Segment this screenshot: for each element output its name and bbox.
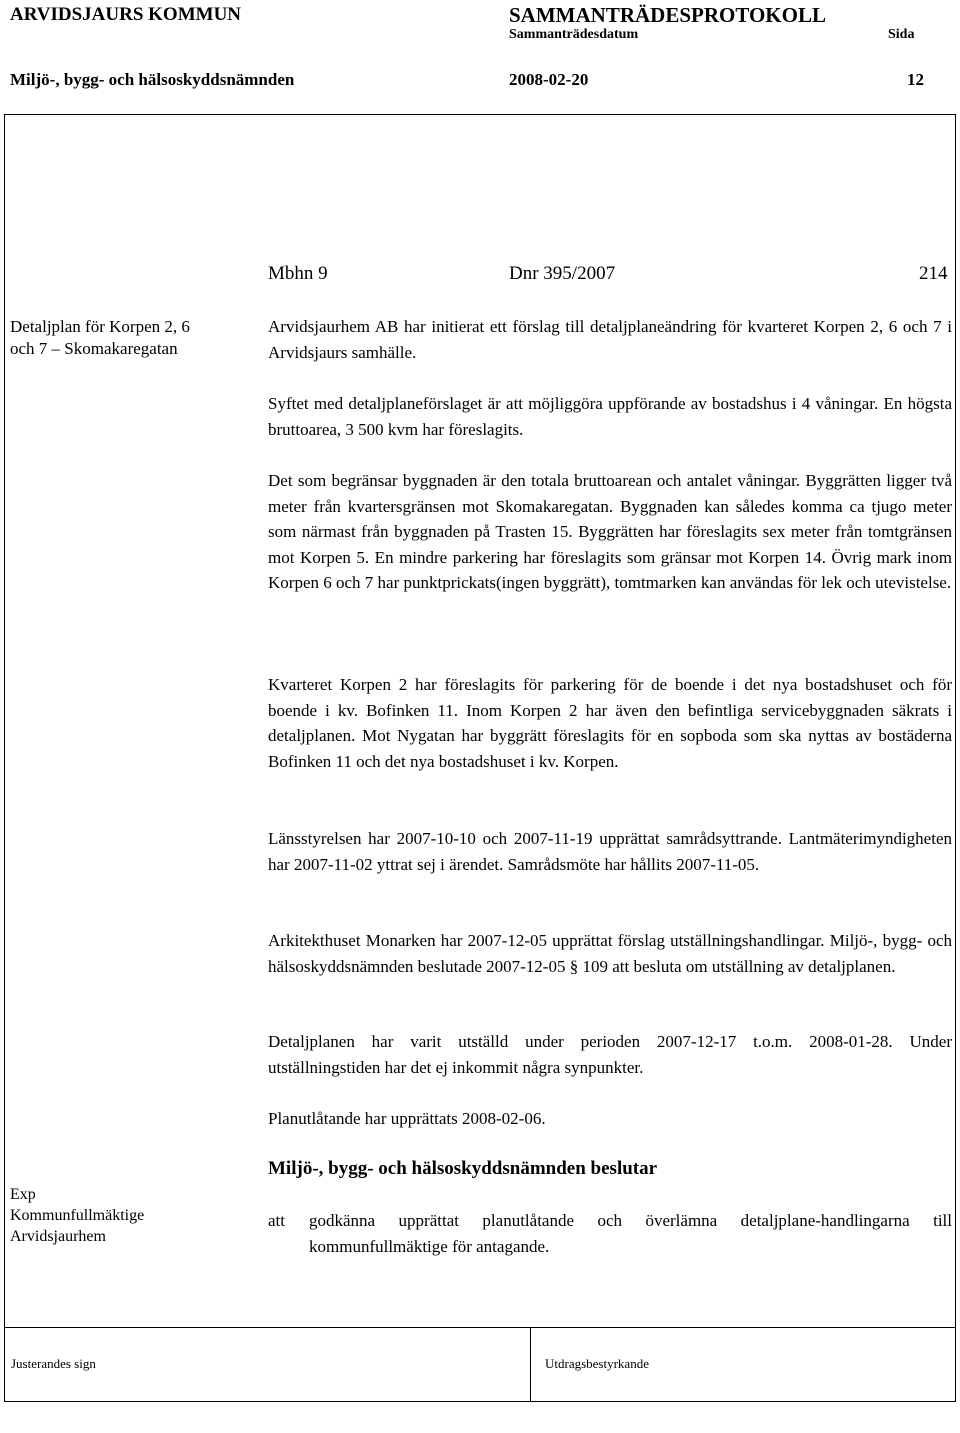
paragraph-2: Syftet med detaljplaneförslaget är att möjliggöra uppförande av bostadshus i 4 våningar. En högsta bruttoarea, 3 500 kvm har föreslagits. xyxy=(268,394,952,439)
decision-text: godkänna upprättat planutlåtande och överlämna detaljplane-handlingarna till kommunfullmäktige för antagande. xyxy=(309,1211,952,1256)
org-name: ARVIDSJAURS KOMMUN xyxy=(10,4,242,25)
diary-number: Dnr 395/2007 xyxy=(509,263,616,284)
utdragsbestyrkande-label: Utdragsbestyrkande xyxy=(545,1356,649,1371)
paragraph-4: Kvarteret Korpen 2 har föreslagits för parkering för de boende i det nya bostadshuset och för boende i kv. Bofinken 11. Inom Korpen 2 har även den befintliga servicebyggnaden säkrats i detaljplanen. Mot Nygatan har byggrätt föreslagits för en sopboda som ska nyttas av bostäderna Bofinken 11 och det nya bostadshuset i kv. Korpen. xyxy=(268,675,952,771)
justerandes-sign-label: Justerandes sign xyxy=(11,1356,96,1371)
case-number: 214 xyxy=(919,263,948,284)
decision-heading: Miljö-, bygg- och hälsoskyddsnämnden beslutar xyxy=(268,1158,658,1179)
distribution-exp: Exp xyxy=(10,1186,36,1203)
paragraph-8: Planutlåtande har upprättats 2008-02-06. xyxy=(268,1109,546,1128)
distribution-recipient-1: Kommunfullmäktige xyxy=(10,1207,145,1224)
board-name: Miljö-, bygg- och hälsoskyddsnämnden xyxy=(10,70,295,89)
paragraph-5: Länsstyrelsen har 2007-10-10 och 2007-11-19 upprättat samrådsyttrande. Lantmäterimyndigheten har 2007-11-02 yttrat sej i ärendet. Samrådsmöte har hållits 2007-11-05. xyxy=(268,829,952,874)
case-title-line1: Detaljplan för Korpen 2, 6 xyxy=(10,317,190,336)
decision-block xyxy=(268,1208,952,1256)
date-label: Sammanträdesdatum xyxy=(509,27,639,42)
paragraph-3: Det som begränsar byggnaden är den totala bruttoarean och antalet våningar. Byggrätten ligger två meter från kvartersgränsen mot Skomakaregatan. Byggnaden kan således komma ca tjugo meter som närmast från byggnaden på Trasten 15. Byggrätten har föreslagits sex meter från tomtgränsen mot Korpen 5. En mindre parkering har föreslagits som gränsar mot Korpen 14. Övrig mark inom Korpen 6 och 7 har punktprickats(ingen byggrätt), tomtmarken kan användas för lek och utevistelse. xyxy=(268,471,952,592)
case-title-line2: och 7 – Skomakaregatan xyxy=(10,339,178,358)
footer-divider xyxy=(530,1328,531,1401)
section-number: Mbhn 9 xyxy=(268,263,328,284)
document-type: SAMMANTRÄDESPROTOKOLL xyxy=(509,3,826,27)
distribution-recipient-2: Arvidsjaurhem xyxy=(10,1228,106,1245)
meeting-date: 2008-02-20 xyxy=(509,70,589,89)
distribution-list xyxy=(10,1184,144,1247)
signature-footer xyxy=(4,1327,956,1402)
decision-lead: att xyxy=(268,1211,285,1230)
paragraph-7: Detaljplanen har varit utställd under perioden 2007-12-17 t.o.m. 2008-01-28. Under utställningstiden har det ej inkommit några synpunkter. xyxy=(268,1032,952,1077)
page-label: Sida xyxy=(888,27,915,42)
case-title xyxy=(10,316,190,360)
page-number: 12 xyxy=(907,70,924,89)
paragraph-6: Arkitekthuset Monarken har 2007-12-05 upprättat förslag utställningshandlingar. Miljö-, bygg- och hälsoskyddsnämnden beslutade 2007-12-05 § 109 att besluta om utställning av detaljplanen. xyxy=(268,931,952,976)
paragraph-1: Arvidsjaurhem AB har initierat ett förslag till detaljplaneändring för kvarteret Korpen 2, 6 och 7 i Arvidsjaurs samhälle. xyxy=(268,317,952,362)
